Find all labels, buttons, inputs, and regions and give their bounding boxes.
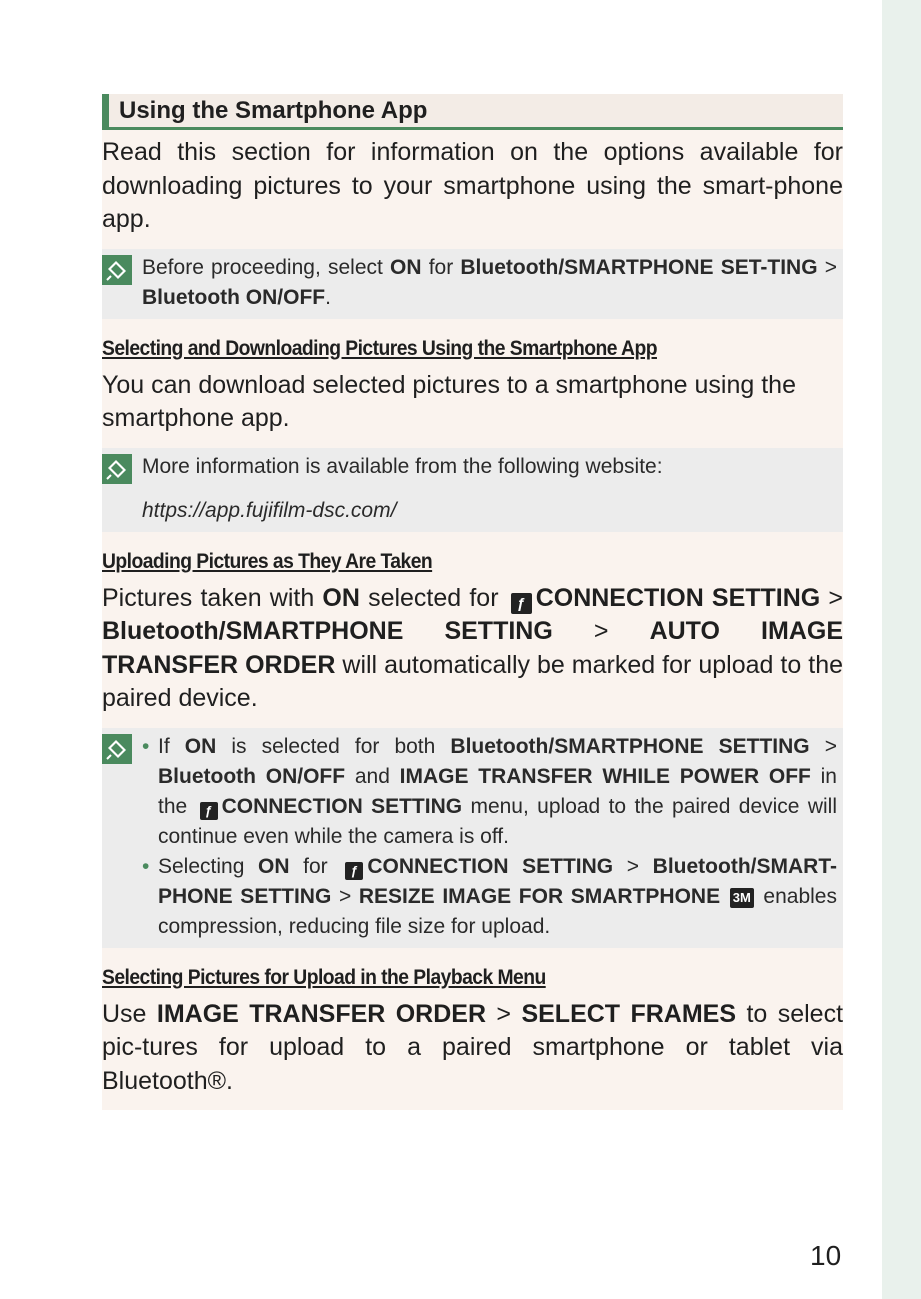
note-text: > [817, 255, 837, 279]
note-bold: CONNECTION SETTING [221, 794, 463, 818]
body-text: Use [102, 999, 157, 1028]
body-bold: CONNECTION SETTING [535, 583, 821, 612]
note-bold: Bluetooth/SMARTPHONE SET-TING [460, 255, 818, 279]
subsection-title: Uploading Pictures as They Are Taken [102, 549, 433, 573]
section-title: Using the Smartphone App [119, 97, 428, 124]
connection-setting-icon: ƒ [345, 862, 363, 880]
note-text: If [158, 734, 185, 758]
body-bold: Bluetooth/SMARTPHONE SETTING [102, 617, 553, 645]
body-bold: IMAGE TRANSFER ORDER [156, 999, 487, 1028]
subsection-body: You can download selected pictures to a smartphone using the smartphone app. [102, 370, 796, 432]
subsection-body [102, 992, 843, 1111]
body-text: will automatically be marked for upload to the paired device. [102, 650, 843, 712]
note-pencil-icon [102, 454, 132, 484]
body-bold: AUTO IMAGE TRANSFER ORDER [102, 617, 843, 679]
note-text: in the [158, 764, 837, 818]
note-text: Selecting [158, 854, 259, 878]
body-text: > [486, 999, 522, 1028]
note-text: is selected for both [216, 734, 451, 758]
note-text: . [325, 285, 331, 309]
note-box [102, 448, 843, 532]
note-text: > [809, 734, 837, 758]
note-bold: IMAGE TRANSFER WHILE POWER OFF [399, 764, 811, 788]
note-bold: Bluetooth/SMART-PHONE SETTING [158, 854, 837, 908]
note-text: > [331, 884, 359, 908]
body-text: > [552, 617, 650, 645]
body-text: selected for [359, 583, 507, 612]
note-text: enables compression, reducing file size for upload. [158, 884, 837, 938]
connection-setting-icon: ƒ [200, 802, 218, 820]
note-text: > [613, 854, 653, 878]
note-text: for [421, 255, 461, 279]
note-bullet [142, 732, 837, 852]
page-number: 10 [810, 1240, 842, 1271]
note-bold: Bluetooth ON/OFF [158, 764, 346, 788]
subsection-title: Selecting Pictures for Upload in the Playback Menu [102, 965, 546, 989]
website-link[interactable]: https://app.fujifilm-dsc.com/ [142, 498, 397, 522]
note-bold: RESIZE IMAGE FOR SMARTPHONE [358, 884, 721, 908]
body-bold: ON [322, 583, 360, 612]
note-text: for [289, 854, 342, 878]
note-bold: ON [390, 255, 422, 279]
subsection-body [102, 576, 843, 716]
note-bold: ON [184, 734, 217, 758]
body-text: to select pic-tures for upload to a paired smartphone or tablet via Bluetooth®. [102, 999, 844, 1095]
note-bold: ON [258, 854, 290, 878]
note-bold: Bluetooth/SMARTPHONE SETTING [450, 734, 810, 758]
note-text: menu, upload to the paired device will continue even while the camera is off. [158, 794, 837, 848]
note-text: More information is available from the following website: [142, 454, 663, 478]
side-strip [882, 0, 921, 1299]
note-bullet [142, 852, 837, 942]
subsection-title: Selecting and Downloading Pictures Using the Smartphone App [102, 336, 657, 360]
page-content [102, 94, 843, 1110]
note-pencil-icon [102, 255, 132, 285]
body-text: Pictures taken with [102, 583, 323, 612]
section-heading [102, 94, 843, 130]
note-box [102, 249, 843, 319]
note-pencil-icon [102, 734, 132, 764]
note-bold: Bluetooth ON/OFF [142, 285, 326, 309]
section-intro: Read this section for information on the options available for downloading pictures to your smartphone using the smart-phone app. [102, 138, 843, 233]
body-text: > [820, 583, 844, 612]
connection-setting-icon: ƒ [511, 593, 532, 614]
note-text: Before proceeding, select [142, 255, 391, 279]
note-box [102, 728, 843, 948]
body-bold: SELECT FRAMES [521, 999, 737, 1028]
note-text: and [345, 764, 400, 788]
note-bold: CONNECTION SETTING [367, 854, 614, 878]
note-bullet-list [142, 732, 837, 942]
image-size-3m-icon: 3M [730, 888, 754, 908]
